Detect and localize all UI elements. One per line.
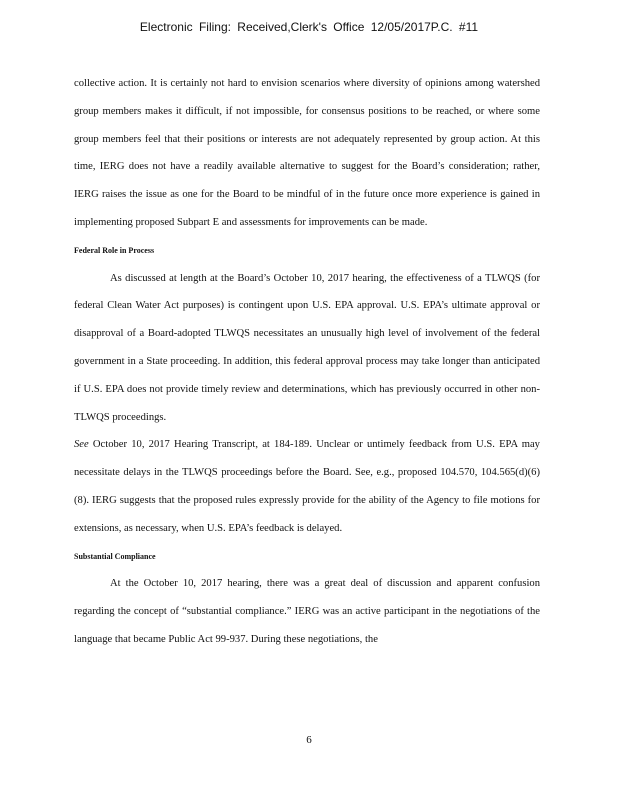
- citation-text: October 10, 2017 Hearing Transcript, at 184-189. Unclear or untimely feedback from U.S. EPA may necessitate delays in the TLWQS proceedings before the Board. See, e.g., proposed 104.570, 104.565(d)(6)(8). IERG suggests that the proposed rules expressly provide for the ability of the Agency to file motions for extensions, as necessary, when U.S. EPA’s feedback is delayed.: [74, 439, 540, 534]
- paragraph-federal-role: As discussed at length at the Board’s October 10, 2017 hearing, the effectiveness of a TLWQS (for federal Clean Water Act purposes) is contingent upon U.S. EPA approval. U.S. EPA’s ultimate approval or disapproval of a Board-adopted TLWQS necessitates an unusually high level of involvement of the federal government in a State proceeding. In addition, this federal approval process may take longer than anticipated if U.S. EPA does not provide timely review and determinations, which has previously occurred in other non-TLWQS proceedings.: [74, 272, 540, 423]
- filing-stamp-header: Electronic Filing: Received,Clerk's Office 12/05/2017P.C. #11: [139, 20, 479, 34]
- heading-text: Substantial Compliance: [74, 551, 156, 561]
- document-body: [74, 70, 540, 654]
- page-number: 6: [306, 734, 312, 746]
- heading-text: Federal Role in Process: [74, 245, 155, 255]
- see-signal: See: [74, 439, 89, 451]
- section-heading-federal-role: [74, 237, 540, 265]
- section-heading-substantial-compliance: [74, 543, 540, 571]
- paragraph-collective-action: collective action. It is certainly not hard to envision scenarios where diversity of opinions among watershed group members makes it difficult, if not impossible, for consensus positions to be reached, or where some group members feel that their positions or interests are not adequately represented by group action. At this time, IERG does not have a readily available alternative to suggest for the Board’s consideration; rather, IERG raises the issue as one for the Board to be mindful of in the future once more experience is gained in implementing proposed Subpart E and assessments for improvements can be made.: [74, 78, 540, 228]
- paragraph-transcript-citation: [74, 431, 540, 542]
- paragraph-substantial-compliance: At the October 10, 2017 hearing, there was a great deal of discussion and apparent confusion regarding the concept of “substantial compliance.” IERG was an active participant in the negotiations of the language that became Public Act 99-937. During these negotiations, the: [74, 578, 540, 645]
